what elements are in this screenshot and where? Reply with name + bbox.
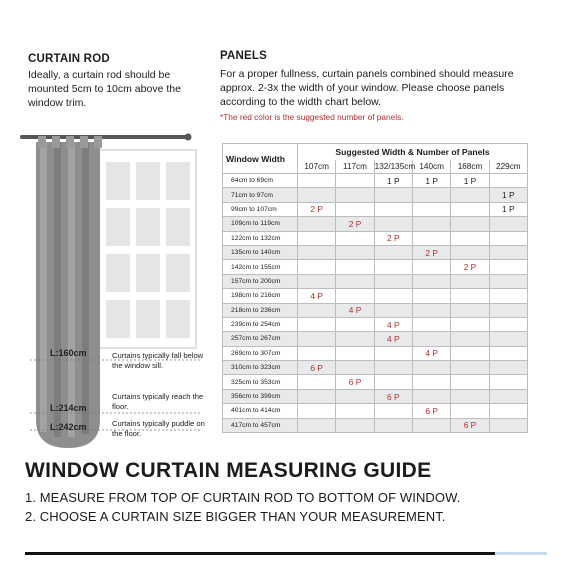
panel-count-cell [298,317,336,331]
width-column-header: 117cm [336,160,374,174]
table-row [223,317,528,331]
window-width-range: 417cm to 457cm [223,418,298,432]
panel-count-cell [489,260,527,274]
panel-count-cell [412,202,450,216]
length-label-242: L:242cm [50,422,87,432]
window-width-range: 218cm to 236cm [223,303,298,317]
table-row [223,231,528,245]
panel-count-cell: 1 P [451,174,489,188]
panel-count-cell [451,231,489,245]
table-row [223,188,528,202]
panel-count-cell [336,289,374,303]
panel-count-cell [374,418,412,432]
panel-count-cell [298,389,336,403]
panel-count-cell: 2 P [336,217,374,231]
panel-count-cell [336,274,374,288]
panel-count-cell [489,332,527,346]
panel-count-cell [451,404,489,418]
panel-count-cell: 6 P [451,418,489,432]
panel-count-cell [489,231,527,245]
window-width-range: 269cm to 307cm [223,346,298,360]
panel-count-cell: 1 P [374,174,412,188]
panel-count-cell [336,231,374,245]
panel-count-cell [451,217,489,231]
panel-count-cell: 1 P [412,174,450,188]
panel-count-cell [489,346,527,360]
panel-count-cell: 2 P [374,231,412,245]
panel-count-cell [298,245,336,259]
panel-count-cell: 1 P [489,202,527,216]
width-column-header: 132/135cm [374,160,412,174]
table-row [223,174,528,188]
panel-count-cell [489,317,527,331]
panel-count-cell [298,418,336,432]
length-label-214: L:214cm [50,403,87,413]
panel-count-cell [489,289,527,303]
panels-section-title: PANELS [220,50,267,62]
panel-count-cell [374,303,412,317]
panel-count-cell [451,188,489,202]
length-note-160: Curtains typically fall below the window sill. [112,351,204,370]
panel-count-cell: 4 P [412,346,450,360]
window-width-range: 325cm to 353cm [223,375,298,389]
panel-count-cell [489,389,527,403]
panel-count-cell [489,245,527,259]
panel-count-cell [298,303,336,317]
panel-count-cell [412,375,450,389]
table-row [223,274,528,288]
panel-count-cell [336,202,374,216]
table-row [223,361,528,375]
bottom-divider [25,552,495,555]
panel-count-cell [374,217,412,231]
panel-count-cell [489,274,527,288]
panel-count-cell [412,188,450,202]
panel-count-cell [336,332,374,346]
panel-count-cell: 2 P [412,245,450,259]
table-row [223,245,528,259]
panel-count-cell [336,188,374,202]
panel-count-cell [298,231,336,245]
panel-count-cell [412,260,450,274]
panel-count-cell [489,418,527,432]
panel-count-cell [412,274,450,288]
panel-count-cell [298,174,336,188]
panel-count-cell [336,317,374,331]
panel-count-cell: 4 P [374,332,412,346]
table-row [223,289,528,303]
table-row [223,303,528,317]
table-row [223,375,528,389]
length-note-242: Curtains typically puddle on the floor. [112,419,205,438]
window-width-range: 401cm to 414cm [223,404,298,418]
panel-count-cell: 2 P [298,202,336,216]
length-label-160: L:160cm [50,348,87,358]
width-column-header: 107cm [298,160,336,174]
panel-count-cell [374,404,412,418]
panel-count-cell [336,346,374,360]
panel-count-cell [336,174,374,188]
panel-count-cell: 6 P [336,375,374,389]
table-row [223,418,528,432]
panel-count-cell [298,404,336,418]
panel-count-cell [451,317,489,331]
panel-count-cell [412,217,450,231]
suggested-width-header: Suggested Width & Number of Panels [298,144,528,161]
panel-count-cell [412,231,450,245]
panel-count-cell [489,174,527,188]
panel-count-cell [374,260,412,274]
window-width-range: 257cm to 267cm [223,332,298,346]
table-row [223,202,528,216]
panel-count-cell: 4 P [336,303,374,317]
panel-count-cell: 1 P [489,188,527,202]
panel-count-cell: 4 P [298,289,336,303]
panel-count-cell [374,346,412,360]
panel-count-cell [336,389,374,403]
panel-count-cell [298,217,336,231]
table-row [223,389,528,403]
panel-count-cell [336,361,374,375]
panel-count-cell [374,202,412,216]
guide-step-2: 2. CHOOSE A CURTAIN SIZE BIGGER THAN YOUR MEASUREMENT. [25,509,446,524]
panel-count-cell [374,375,412,389]
table-row [223,217,528,231]
panel-count-cell [298,260,336,274]
panel-count-cell [412,303,450,317]
panel-count-cell [451,274,489,288]
panel-count-cell: 6 P [412,404,450,418]
panel-count-cell [412,332,450,346]
panel-count-cell [412,389,450,403]
red-color-note: *The red color is the suggested number of panels. [220,112,404,122]
table-row [223,404,528,418]
panel-count-cell: 4 P [374,317,412,331]
window-width-range: 122cm to 132cm [223,231,298,245]
window-width-range: 109cm to 119cm [223,217,298,231]
window-width-range: 142cm to 155cm [223,260,298,274]
panel-count-cell [374,289,412,303]
rod-section-description: Ideally, a curtain rod should be mounted 5cm to 10cm above the window trim. [28,69,181,109]
panel-count-cell: 6 P [298,361,336,375]
panel-count-cell [298,332,336,346]
window-graphic [98,150,196,348]
table-row [223,346,528,360]
panel-count-cell [336,260,374,274]
panel-count-cell [412,317,450,331]
window-width-header: Window Width [223,144,298,174]
panel-count-cell [451,389,489,403]
rod-section-title: CURTAIN ROD [28,53,110,65]
bottom-divider-accent [495,552,547,555]
width-column-header: 229cm [489,160,527,174]
window-width-range: 356cm to 399cm [223,389,298,403]
window-width-range: 239cm to 254cm [223,317,298,331]
window-width-range: 64cm to 69cm [223,174,298,188]
panel-count-cell [336,418,374,432]
panel-count-cell [412,418,450,432]
panel-count-cell [489,375,527,389]
window-width-range: 198cm to 216cm [223,289,298,303]
panel-count-cell [451,375,489,389]
guide-step-1: 1. MEASURE FROM TOP OF CURTAIN ROD TO BOTTOM OF WINDOW. [25,490,461,505]
panel-count-cell [412,361,450,375]
panel-size-table-body [223,174,528,433]
panel-count-cell: 2 P [451,260,489,274]
panel-count-cell [336,245,374,259]
panel-count-cell [298,346,336,360]
panel-count-cell [451,303,489,317]
window-width-range: 310cm to 323cm [223,361,298,375]
length-note-214: Curtains typically reach the floor. [112,392,204,411]
panel-count-cell [374,361,412,375]
table-row [223,332,528,346]
window-width-range: 135cm to 140cm [223,245,298,259]
panel-count-cell [489,217,527,231]
panel-count-cell [451,332,489,346]
panel-count-cell: 6 P [374,389,412,403]
table-row [223,260,528,274]
panels-section-description: For a proper fullness, curtain panels combined should measure approx. 2-3x the width of your window. Please choose panels according to the width chart below. [220,68,514,108]
panel-count-cell [298,188,336,202]
panel-count-cell [336,404,374,418]
panel-count-cell [489,404,527,418]
panel-count-cell [374,188,412,202]
width-column-header: 168cm [451,160,489,174]
panel-count-cell [298,375,336,389]
panel-count-cell [451,289,489,303]
guide-title: WINDOW CURTAIN MEASURING GUIDE [25,459,432,482]
width-column-header: 140cm [412,160,450,174]
panel-count-cell [451,202,489,216]
window-width-range: 71cm to 97cm [223,188,298,202]
panel-count-cell [489,303,527,317]
panel-count-cell [451,346,489,360]
panel-count-cell [298,274,336,288]
window-width-range: 157cm to 200cm [223,274,298,288]
panel-count-cell [489,361,527,375]
curtain-panel-graphic [36,136,102,448]
panel-count-cell [374,274,412,288]
panel-count-cell [451,245,489,259]
panel-count-cell [451,361,489,375]
window-width-range: 99cm to 107cm [223,202,298,216]
panel-size-table [222,143,528,433]
panel-count-cell [374,245,412,259]
panel-count-cell [412,289,450,303]
